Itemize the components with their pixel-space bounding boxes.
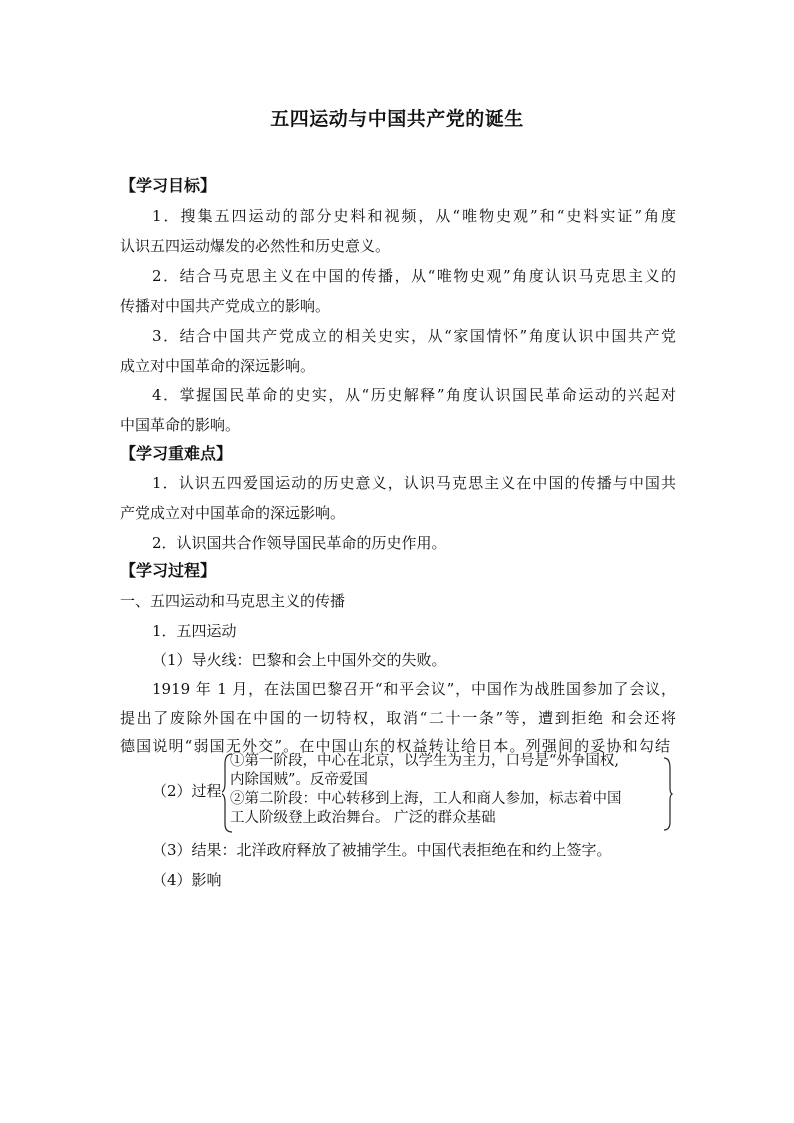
goal-2-line-2: 传播对中国共产党成立的影响。	[120, 297, 331, 315]
key-point-2: 2．认识国共合作领导国民革命的历史作用。	[152, 534, 447, 552]
section-header-process: 【学习过程】	[120, 561, 217, 580]
goal-1-line-1: 1．搜集五四运动的部分史料和视频，从“唯物史观”和“史料实证”角度	[152, 207, 676, 225]
section-header-key-points: 【学习重难点】	[120, 444, 233, 463]
goal-1-line-2: 认识五四运动爆发的必然性和历史意义。	[120, 237, 391, 255]
process-bracket-box	[222, 752, 674, 834]
page-title: 五四运动与中国共产党的诞生	[270, 108, 524, 130]
paragraph-line-1: 1919 年 1 月，在法国巴黎召开“和平会议”，中国作为战胜国参加了会议，	[152, 680, 676, 698]
goal-3-line-1: 3．结合中国共产党成立的相关史实，从“家国情怀”角度认识中国共产党	[152, 327, 676, 345]
goal-3-line-2: 成立对中国革命的深远影响。	[120, 357, 316, 375]
right-brace-icon	[664, 758, 672, 830]
paragraph-line-3: 德国说明“弱国无外交”。在中国山东的权益转让给日本。列强间的妥协和勾结	[120, 737, 670, 755]
goal-4-line-1: 4．掌握国民革命的史实，从“历史解释”角度认识国民革命运动的兴起对	[152, 386, 676, 404]
item-4-impact: （4）影响	[152, 871, 222, 889]
goal-4-line-2: 中国革命的影响。	[120, 416, 241, 434]
item-1-trigger: （1）导火线：巴黎和会上中国外交的失败。	[152, 651, 447, 669]
stage-1-line-1: ①第一阶段，中心在北京，以学生为主力，口号是“外争国权,	[230, 753, 620, 769]
section-header-goals: 【学习目标】	[120, 176, 217, 195]
part-1-heading: 一、五四运动和马克思主义的传播	[120, 592, 346, 610]
key-point-1-line-2: 产党成立对中国革命的深远影响。	[120, 504, 346, 522]
goal-2-line-1: 2．结合马克思主义在中国的传播，从“唯物史观”角度认识马克思主义的	[152, 267, 676, 285]
key-point-1-line-1: 1．认识五四爱国运动的历史意义，认识马克思主义在中国的传播与中国共	[152, 474, 676, 492]
stage-2-line-2: 工人阶级登上政治舞台。 广泛的群众基础	[230, 810, 496, 826]
item-2-label: （2）过程	[152, 782, 222, 800]
subsection-1-heading: 1．五四运动	[152, 622, 237, 640]
item-3-result: （3）结果：北洋政府释放了被捕学生。中国代表拒绝在和约上签字。	[152, 841, 612, 859]
paragraph-line-2: 提出了废除外国在中国的一切特权，取消“二十一条”等，遭到拒绝 和会还将	[120, 709, 676, 727]
stage-2-line-1: ②第二阶段：中心转移到上海，工人和商人参加，标志着中国	[230, 791, 622, 807]
stage-1-line-2: 内除国贼”。反帝爱国	[230, 772, 368, 788]
